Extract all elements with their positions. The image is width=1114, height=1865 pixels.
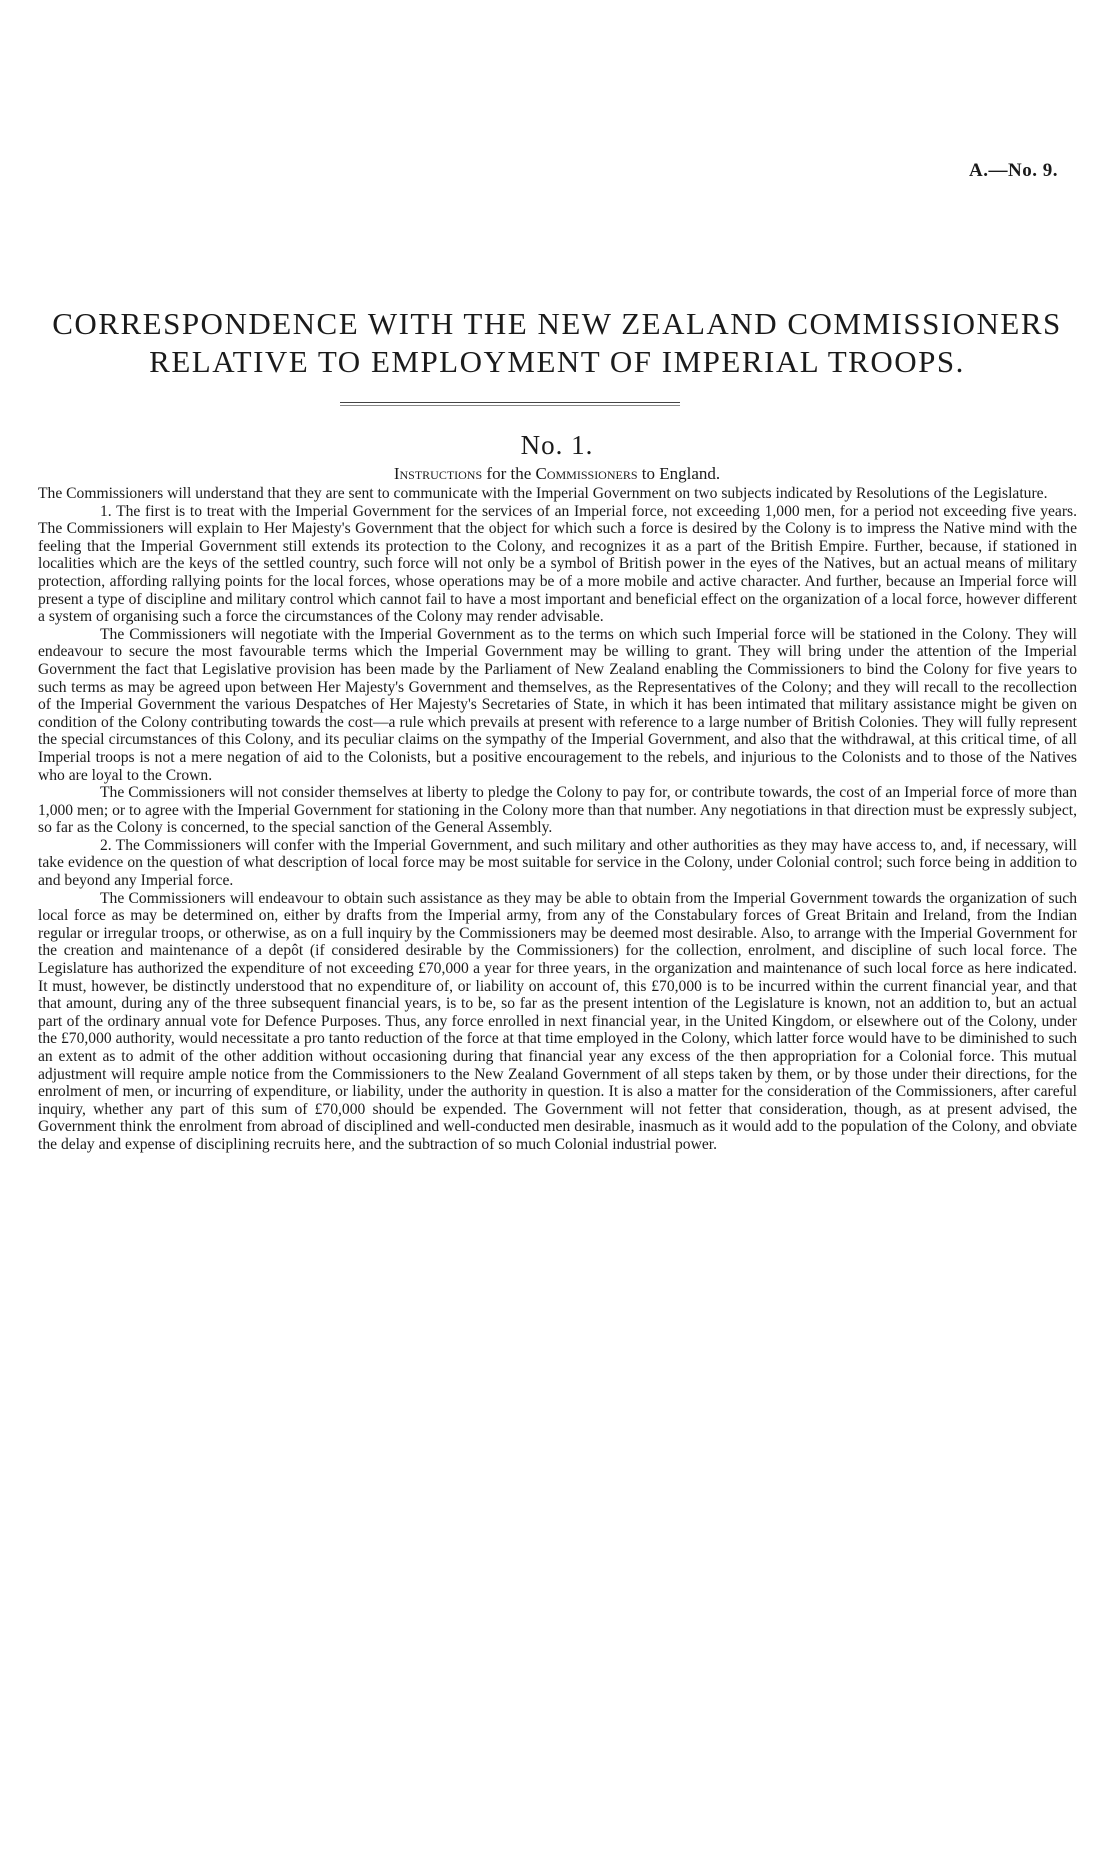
title-divider-secondary <box>340 405 680 406</box>
subheading-for-the: for the <box>482 464 536 483</box>
section-number: No. 1. <box>520 430 594 460</box>
title-line-1: CORRESPONDENCE WITH THE NEW ZEALAND COMMISSIONERS <box>52 306 1062 341</box>
paragraph-negotiate-terms: The Commissioners will negotiate with the Imperial Government as to the terms on which such Imperial force will be stationed in the Colony. They will endeavour to secure the most favourable terms which the Imperial Government may be willing to grant. They will bring under the attention of the Imperial Government the fact that Legislative provision has been made by the Parliament of New Zealand enabling the Commissioners to bind the Colony for five years to such terms as may be agreed upon between Her Majesty's Government and themselves, as the Representatives of the Colony; and they will recall to the recollection of the Imperial Government the various Despatches of Her Majesty's Secretaries of State, in which it has been intimated that military assistance might be given on condition of the Colony contributing towards the cost—a rule which prevails at present with reference to a large number of British Colonies. They will fully represent the special circumstances of this Colony, and its peculiar claims on the sympathy of the Imperial Government, and also that the withdrawal, at this critical time, of all Imperial troops is not a mere negation of aid to the Colonists, but a positive encouragement to the rebels, and injurious to the Colonists and to those of the Natives who are loyal to the Crown. <box>38 625 1077 784</box>
title-divider <box>340 402 680 403</box>
document-reference: A.—No. 9. <box>969 160 1058 181</box>
paragraph-intro: The Commissioners will understand that they are sent to communicate with the Imperial Government on two subjects indicated by Resolutions of the Legislature. <box>38 485 1048 502</box>
subheading-commissioners: Commissioners <box>535 464 638 483</box>
paragraph-local-force: 2. The Commissioners will confer with the Imperial Government, and such military and other authorities as they may have access to, and, if necessary, will take evidence on the question of what description of local force may be most suitable for service in the Colony, under Colonial control; such force being in addition to and beyond any Imperial force. <box>38 836 1077 890</box>
paragraph-limit-pledge: The Commissioners will not consider themselves at liberty to pledge the Colony to pay for, or contribute towards, the cost of an Imperial force of more than 1,000 men; or to agree with the Imperial Government for stationing in the Colony more than that number. Any negotiations in that direction must be expressly subject, so far as the Colony is concerned, to the special sanction of the General Assembly. <box>38 784 1077 837</box>
section-subheading <box>0 464 1114 484</box>
document-body <box>38 485 1077 1154</box>
paragraph-imperial-force: 1. The first is to treat with the Imperial Government for the services of an Imperial force, not exceeding 1,000 men, for a period not exceeding five years. The Commissioners will explain to Her Majesty's Government that the object for which such a force is desired by the Colony is to impress the Native mind with the feeling that the Imperial Government still extends its protection to the Colony, and recognizes it as a part of the British Empire. Further, because, if stationed in localities which are the keys of the settled country, such force will not only be a symbol of British power in the eyes of the Natives, but an actual means of military protection, affording rallying points for the local forces, whose operations may be of a more mobile and active character. And further, because an Imperial force will present a type of discipline and military control which cannot fail to have a most important and beneficial effect on the organization of a local force, however different a system of organising such a force the circumstances of the Colony may render advisable. <box>38 502 1077 626</box>
title-line-2: RELATIVE TO EMPLOYMENT OF IMPERIAL TROOPS. <box>149 344 965 379</box>
subheading-instructions: Instructions <box>393 464 483 483</box>
document-title <box>40 305 1074 381</box>
subheading-to-england: to England. <box>637 464 721 483</box>
paragraph-assistance-expenditure: The Commissioners will endeavour to obtain such assistance as they may be able to obtain from the Imperial Government towards the organization of such local force as may be determined on, either by drafts from the Imperial army, from any of the Constabulary forces of Great Britain and Ireland, from the Indian regular or irregular troops, or otherwise, as on a full inquiry by the Commissioners may be deemed most desirable. Also, to arrange with the Imperial Government for the creation and maintenance of a depôt (if considered desirable by the Commissioners) for the collection, enrolment, and discipline of such local force. The Legislature has authorized the expenditure of not exceeding £70,000 a year for three years, in the organization and maintenance of such local force as here indicated. It must, however, be distinctly understood that no expenditure of, or liability on account of, this £70,000 is to be incurred within the current financial year, and that that amount, during any of the three subsequent financial years, is to be, so far as the present intention of the Legislature is known, not an addition to, but an actual part of the ordinary annual vote for Defence Purposes. Thus, any force enrolled in next financial year, in the United Kingdom, or elsewhere out of the Colony, under the £70,000 authority, would necessitate a pro tanto reduction of the force at that time employed in the Colony, which latter force would have to be diminished to such an extent as to admit of the other addition without occasioning during that financial year any excess of the then appropriation for a Colonial force. This mutual adjustment will require ample notice from the Commissioners to the New Zealand Government of all steps taken by them, or by those under their directions, for the enrolment of men, or incurring of expenditure, or liability, under the authority in question. It is also a matter for the consideration of the Commissioners, after careful inquiry, whether any part of this sum of £70,000 should be expended. The Government will not fetter that consideration, though, as at present advised, the Government think the enrolment from abroad of disciplined and well-conducted men desirable, inasmuch as it would add to the population of the Colony, and obviate the delay and expense of disciplining recruits here, and the subtraction of so much Colonial industrial power. <box>38 889 1077 1153</box>
